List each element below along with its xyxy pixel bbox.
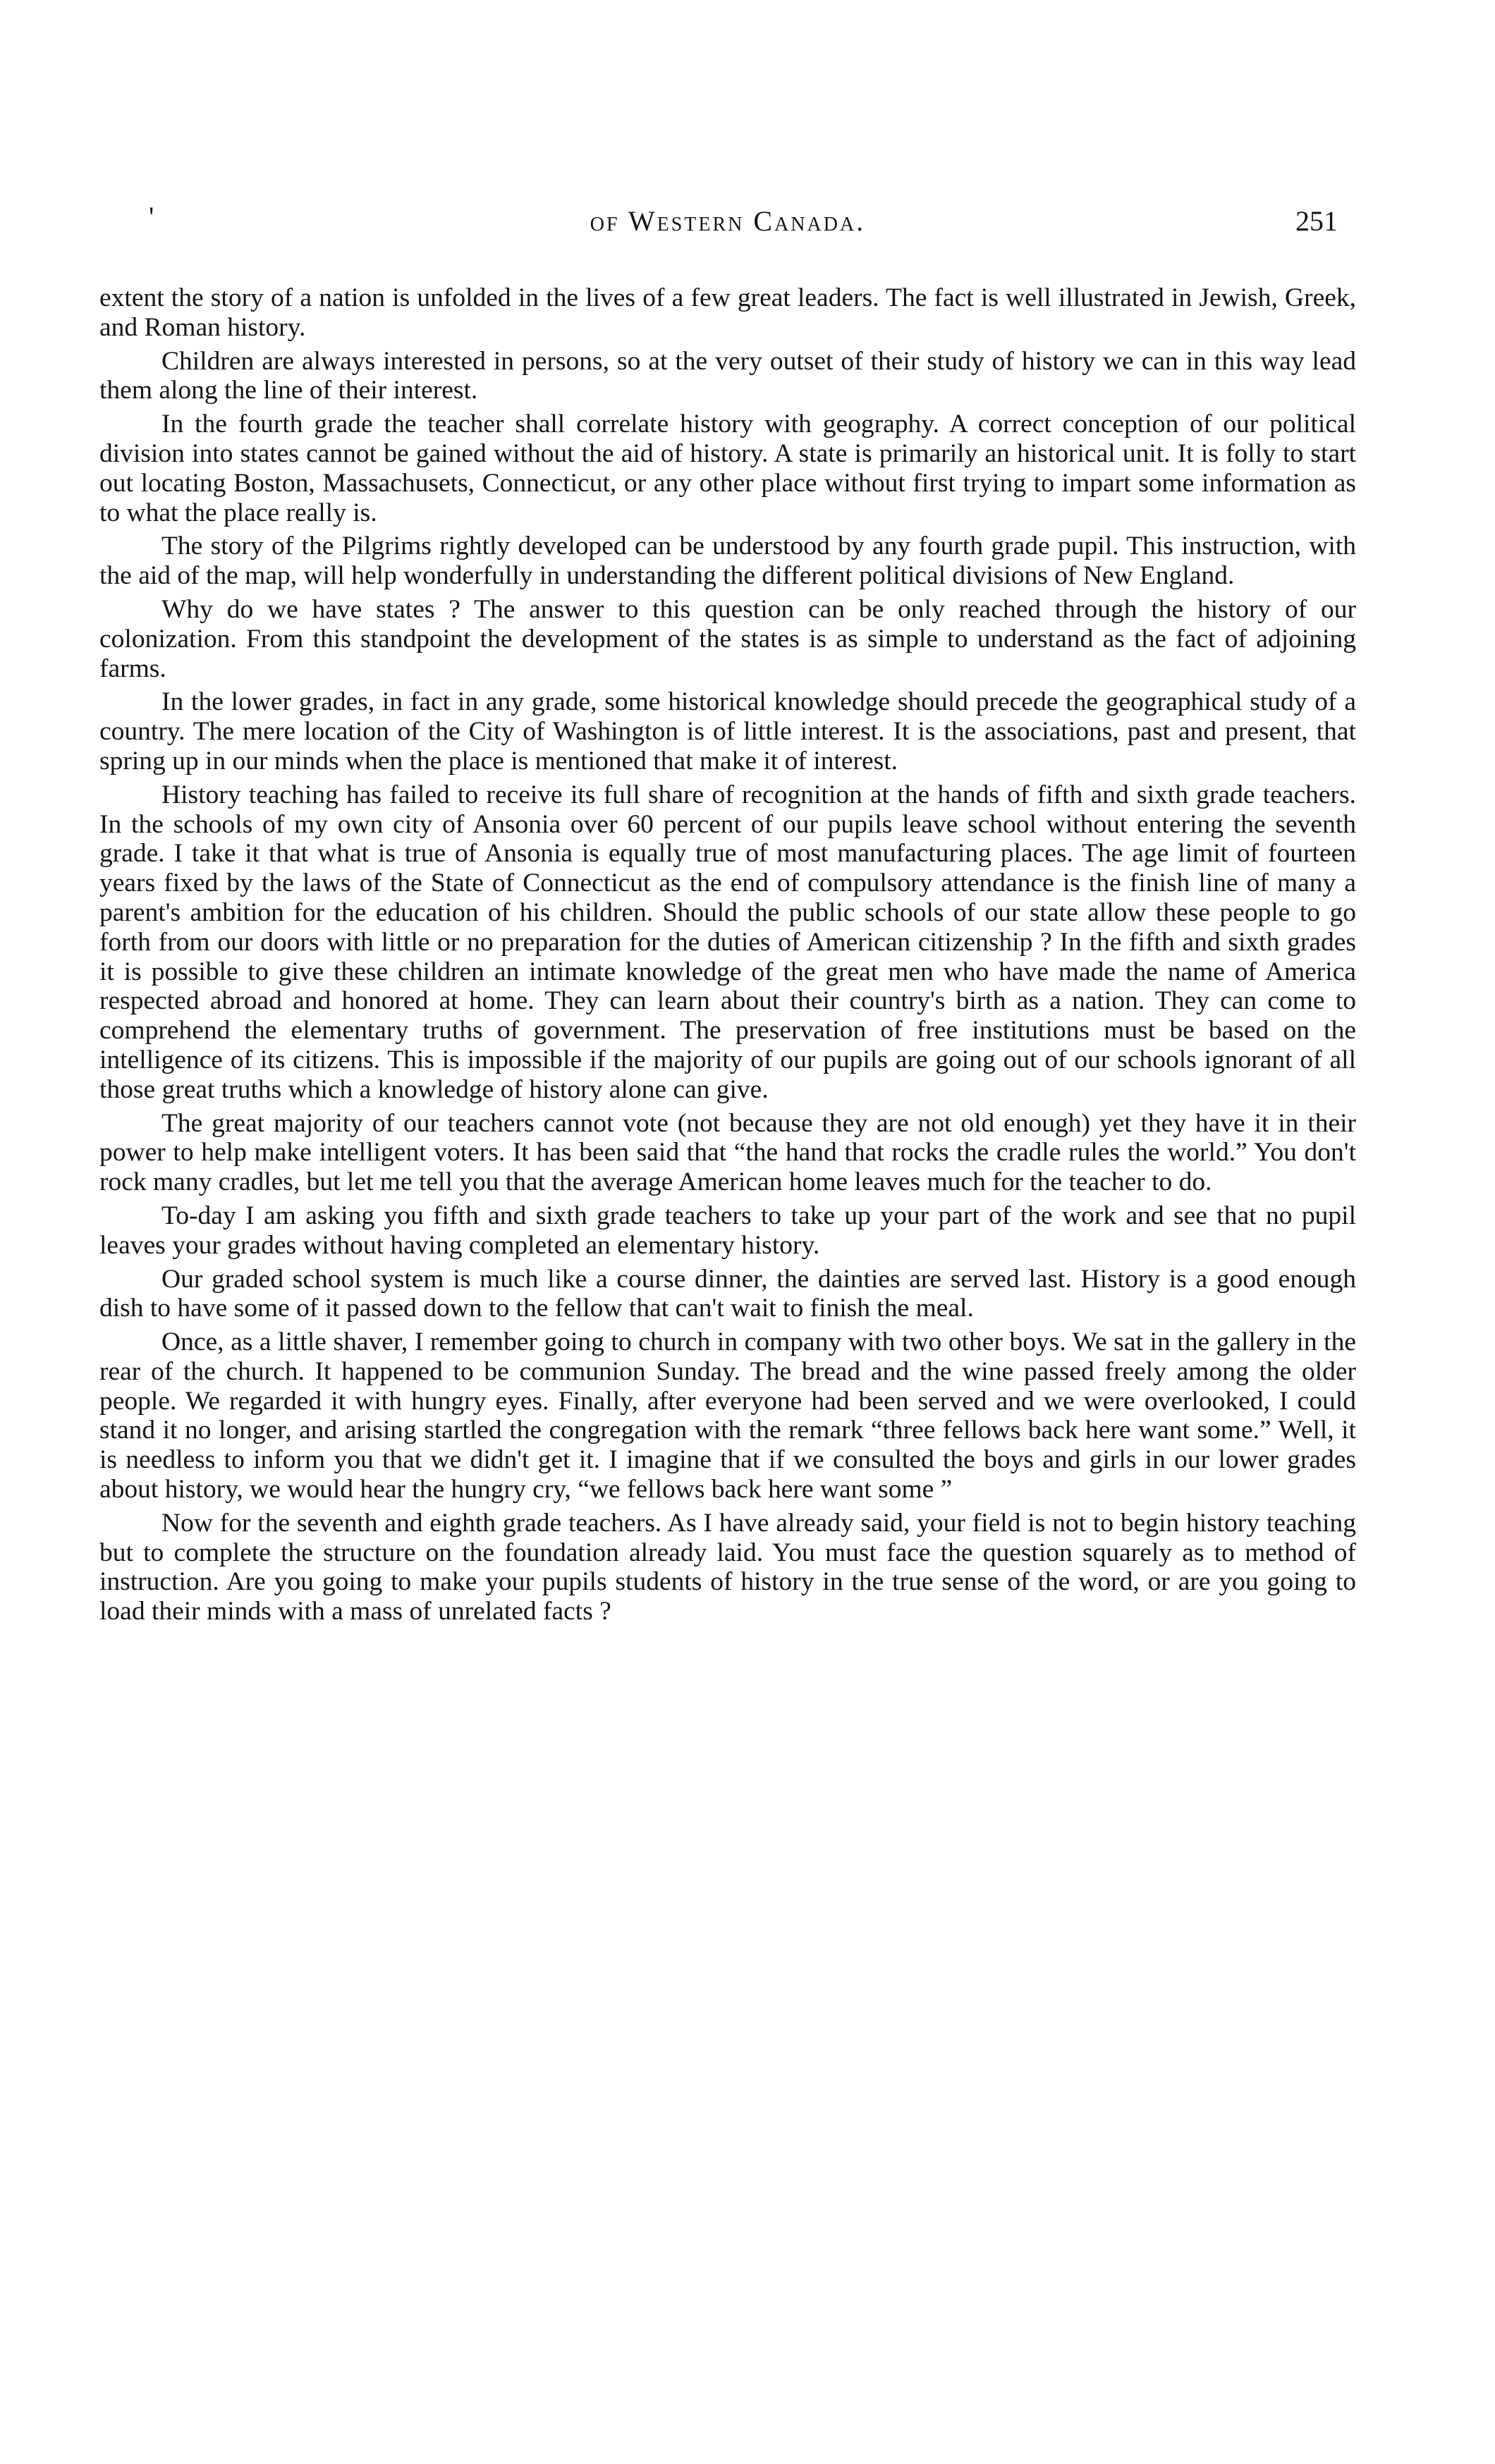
paragraph: Now for the seventh and eighth grade teachers. As I have already said, your field is not to begin history teaching but to complete the structure on the foundation already laid. You must face the question squarely as to method of instruction. Are you going to make your pupils students of history in the true sense of the word, or are you going to load their minds with a mass of unrelated facts ? — [99, 1508, 1356, 1626]
running-head — [99, 201, 1356, 247]
paragraph: The great majority of our teachers cannot vote (not because they are not old enough) yet they have it in their power to help make intelligent voters. It has been said that “the hand that rocks the cradle rules the world.” You don't rock many cradles, but let me tell you that the average American home leaves much for the teacher to do. — [99, 1108, 1356, 1197]
paragraph: To-day I am asking you fifth and sixth grade teachers to take up your part of the work and see that no pupil leaves your grades without having completed an elementary history. — [99, 1201, 1356, 1260]
paragraph: Why do we have states ? The answer to this question can be only reached through the history of our colonization. From this standpoint the development of the states is as simple to understand as the fact of adjoining farms. — [99, 594, 1356, 683]
printer-mark: ' — [149, 201, 154, 233]
page-number: 251 — [1295, 205, 1338, 237]
paragraph: The story of the Pilgrims rightly developed can be understood by any fourth grade pupil. This instruction, with the aid of the map, will help wonderfully in understanding the different political divisions of New England. — [99, 532, 1356, 591]
book-page — [99, 201, 1356, 1631]
paragraph: In the lower grades, in fact in any grade, some historical knowledge should precede the geographical study of a country. The mere location of the City of Washington is of little interest. It is the associations, past and present, that spring up in our minds when the place is mentioned that make it of interest. — [99, 687, 1356, 776]
paragraph: Our graded school system is much like a course dinner, the dainties are served last. History is a good enough dish to have some of it passed down to the fellow that can't wait to finish the meal. — [99, 1264, 1356, 1323]
paragraph: In the fourth grade the teacher shall correlate history with geography. A correct conception of our political division into states cannot be gained without the aid of history. A state is primarily an historical unit. It is folly to start out locating Boston, Massachusets, Connecticut, or any other place without first trying to impart some information as to what the place really is. — [99, 410, 1356, 527]
paragraph: Once, as a little shaver, I remember going to church in company with two other boys. We sat in the gallery in the rear of the church. It happened to be communion Sunday. The bread and the wine passed freely among the older people. We regarded it with hungry eyes. Finally, after everyone had been served and we were overlooked, I could stand it no longer, and arising startled the congregation with the remark “three fellows back here want some.” Well, it is needless to inform you that we didn't get it. I imagine that if we consulted the boys and girls in our lower grades about history, we would hear the hungry cry, “we fellows back here want some ” — [99, 1328, 1356, 1504]
paragraph: Children are always interested in persons, so at the very outset of their study of history we can in this way lead them along the line of their interest. — [99, 346, 1356, 405]
body-text — [99, 283, 1356, 1626]
paragraph: History teaching has failed to receive its full share of recognition at the hands of fifth and sixth grade teachers. In the schools of my own city of Ansonia over 60 percent of our pupils leave school without entering the seventh grade. I take it that what is true of Ansonia is equally true of most manufacturing places. The age limit of fourteen years fixed by the laws of the State of Connecticut as the end of compulsory attendance is the finish line of many a parent's ambition for the education of his children. Should the public schools of our state allow these people to go forth from our doors with little or no preparation for the duties of American citizenship ? In the fifth and sixth grades it is possible to give these children an intimate knowledge of the great men who have made the name of America respected abroad and honored at home. They can learn about their country's birth as a nation. They can come to comprehend the elementary truths of government. The preservation of free institutions must be based on the intelligence of its citizens. This is impossible if the majority of our pupils are going out of our schools ignorant of all those great truths which a knowledge of history alone can give. — [99, 780, 1356, 1104]
paragraph: extent the story of a nation is unfolded in the lives of a few great leaders. The fact is well illustrated in Jewish, Greek, and Roman history. — [99, 283, 1356, 342]
running-title: of Western Canada. — [590, 205, 866, 237]
